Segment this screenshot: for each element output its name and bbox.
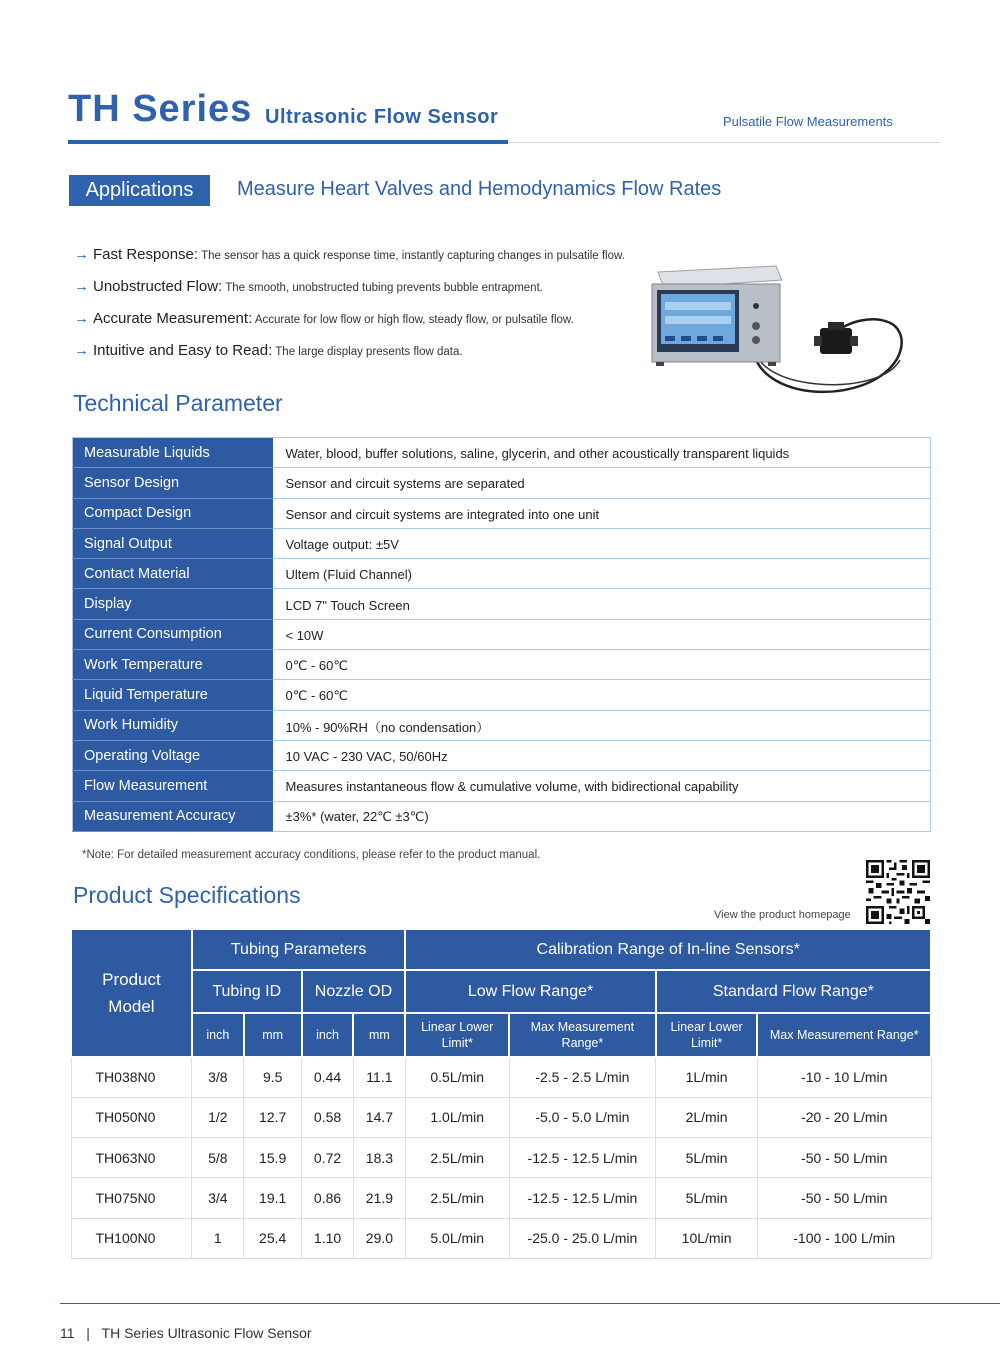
header-mm: mm	[353, 1013, 405, 1057]
feature-description: Accurate for low flow or high flow, steady flow, or pulsatile flow.	[254, 314, 574, 326]
table-row	[73, 559, 931, 589]
param-name: Liquid Temperature	[73, 680, 273, 710]
header-inch: inch	[192, 1013, 244, 1057]
param-value: LCD 7" Touch Screen	[273, 589, 931, 619]
feature-item	[74, 310, 574, 327]
cell-tubing-inch: 1/2	[192, 1097, 244, 1137]
flow-meter-device-image	[648, 260, 908, 400]
cell-std-max: -50 - 50 L/min	[757, 1178, 931, 1218]
feature-title: Unobstructed Flow:	[93, 278, 223, 295]
product-specifications-heading: Product Specifications	[73, 882, 301, 908]
table-row	[73, 801, 931, 831]
cell-low-linear: 5.0L/min	[405, 1218, 509, 1258]
cell-std-max: -10 - 10 L/min	[757, 1057, 931, 1097]
arrow-right-icon: →	[74, 278, 89, 295]
header-category-label: Pulsatile Flow Measurements	[723, 114, 893, 129]
title-underline	[68, 140, 508, 144]
applications-text: Measure Heart Valves and Hemodynamics Flow Rates	[237, 178, 722, 200]
applications-badge: Applications	[69, 175, 210, 206]
param-name: Flow Measurement	[73, 771, 273, 801]
cell-tubing-mm: 19.1	[244, 1178, 302, 1218]
table-row	[73, 680, 931, 710]
table-row	[71, 1097, 931, 1137]
header-linear-lower-limit: Linear Lower Limit*	[656, 1013, 758, 1057]
cell-tubing-inch: 5/8	[192, 1138, 244, 1178]
header-mm: mm	[244, 1013, 302, 1057]
cell-nozzle-inch: 0.44	[302, 1057, 354, 1097]
table-row	[73, 589, 931, 619]
param-value: Voltage output: ±5V	[273, 528, 931, 558]
cell-low-max: -2.5 - 2.5 L/min	[509, 1057, 656, 1097]
param-name: Operating Voltage	[73, 740, 273, 770]
feature-title: Accurate Measurement:	[93, 310, 253, 327]
cell-std-max: -100 - 100 L/min	[757, 1218, 931, 1258]
cell-nozzle-mm: 29.0	[353, 1218, 405, 1258]
cell-tubing-inch: 3/4	[192, 1178, 244, 1218]
param-value: < 10W	[273, 619, 931, 649]
table-row	[71, 1138, 931, 1178]
cell-std-max: -20 - 20 L/min	[757, 1097, 931, 1137]
cell-model: TH075N0	[71, 1178, 192, 1218]
param-name: Work Humidity	[73, 710, 273, 740]
table-row	[73, 771, 931, 801]
accuracy-note: *Note: For detailed measurement accuracy conditions, please refer to the product manual.	[82, 849, 541, 861]
param-value: ±3%* (water, 22℃ ±3℃)	[273, 801, 931, 831]
param-name: Contact Material	[73, 559, 273, 589]
param-value: Water, blood, buffer solutions, saline, glycerin, and other acoustically transparent liquids	[273, 438, 931, 468]
table-row	[73, 468, 931, 498]
param-value: 0℃ - 60℃	[273, 650, 931, 680]
arrow-right-icon: →	[74, 310, 89, 327]
param-name: Current Consumption	[73, 619, 273, 649]
cell-nozzle-mm: 11.1	[353, 1057, 405, 1097]
cell-std-max: -50 - 50 L/min	[757, 1138, 931, 1178]
header-linear-lower-limit: Linear Lower Limit*	[405, 1013, 509, 1057]
cell-std-linear: 1L/min	[656, 1057, 758, 1097]
qr-code-icon[interactable]	[866, 860, 930, 924]
cell-model: TH050N0	[71, 1097, 192, 1137]
table-row	[71, 1218, 931, 1258]
cell-tubing-mm: 15.9	[244, 1138, 302, 1178]
param-name: Display	[73, 589, 273, 619]
param-value: 0℃ - 60℃	[273, 680, 931, 710]
technical-parameter-heading: Technical Parameter	[73, 390, 283, 416]
feature-description: The smooth, unobstructed tubing prevents bubble entrapment.	[225, 282, 543, 294]
cell-low-linear: 2.5L/min	[405, 1178, 509, 1218]
cell-tubing-mm: 25.4	[244, 1218, 302, 1258]
cell-nozzle-inch: 0.58	[302, 1097, 354, 1137]
cell-low-max: -5.0 - 5.0 L/min	[509, 1097, 656, 1137]
param-value: Sensor and circuit systems are integrated into one unit	[273, 498, 931, 528]
table-row	[73, 710, 931, 740]
feature-item	[74, 246, 625, 263]
footer-divider	[60, 1303, 1000, 1304]
page-footer	[60, 1325, 312, 1341]
table-row	[73, 498, 931, 528]
table-row	[73, 528, 931, 558]
cell-nozzle-inch: 0.72	[302, 1138, 354, 1178]
technical-parameter-table	[72, 437, 931, 832]
feature-description: The large display presents flow data.	[275, 346, 463, 358]
table-row	[71, 1057, 931, 1097]
param-value: 10 VAC - 230 VAC, 50/60Hz	[273, 740, 931, 770]
cell-low-linear: 1.0L/min	[405, 1097, 509, 1137]
param-value: Ultem (Fluid Channel)	[273, 559, 931, 589]
feature-title: Fast Response:	[93, 246, 199, 263]
cell-nozzle-mm: 14.7	[353, 1097, 405, 1137]
param-value: 10% - 90%RH（no condensation）	[273, 710, 931, 740]
param-name: Measurement Accuracy	[73, 801, 273, 831]
footer-title: TH Series Ultrasonic Flow Sensor	[101, 1325, 312, 1341]
cell-nozzle-mm: 18.3	[353, 1138, 405, 1178]
header-standard-flow-range: Standard Flow Range*	[656, 970, 931, 1013]
header-max-measurement-range: Max Measurement Range*	[757, 1013, 931, 1057]
arrow-right-icon: →	[74, 246, 89, 263]
header-calibration-range: Calibration Range of In-line Sensors*	[405, 929, 931, 970]
cell-model: TH063N0	[71, 1138, 192, 1178]
param-name: Signal Output	[73, 528, 273, 558]
table-row	[73, 650, 931, 680]
header-low-flow-range: Low Flow Range*	[405, 970, 655, 1013]
cell-tubing-inch: 1	[192, 1218, 244, 1258]
qr-code-label: View the product homepage	[714, 909, 851, 921]
product-specifications-table	[70, 928, 932, 1259]
cell-nozzle-inch: 0.86	[302, 1178, 354, 1218]
page-number: 11	[60, 1325, 75, 1341]
feature-item	[74, 342, 463, 359]
cell-low-max: -25.0 - 25.0 L/min	[509, 1218, 656, 1258]
header-tubing-id: Tubing ID	[192, 970, 302, 1013]
feature-description: The sensor has a quick response time, instantly capturing changes in pulsatile flow.	[201, 250, 625, 262]
param-name: Work Temperature	[73, 650, 273, 680]
cell-nozzle-inch: 1.10	[302, 1218, 354, 1258]
cell-tubing-mm: 9.5	[244, 1057, 302, 1097]
table-row	[73, 740, 931, 770]
feature-item	[74, 278, 543, 295]
param-value: Measures instantaneous flow & cumulative volume, with bidirectional capability	[273, 771, 931, 801]
cell-nozzle-mm: 21.9	[353, 1178, 405, 1218]
header-inch: inch	[302, 1013, 354, 1057]
header-nozzle-od: Nozzle OD	[302, 970, 406, 1013]
param-name: Compact Design	[73, 498, 273, 528]
header-product-model: Product Model	[71, 929, 192, 1057]
feature-title: Intuitive and Easy to Read:	[93, 342, 273, 359]
table-row	[73, 438, 931, 468]
header-max-measurement-range: Max Measurement Range*	[509, 1013, 656, 1057]
table-row	[71, 1178, 931, 1218]
cell-std-linear: 5L/min	[656, 1178, 758, 1218]
cell-low-max: -12.5 - 12.5 L/min	[509, 1138, 656, 1178]
cell-model: TH038N0	[71, 1057, 192, 1097]
cell-std-linear: 2L/min	[656, 1097, 758, 1137]
cell-low-linear: 2.5L/min	[405, 1138, 509, 1178]
header-divider	[508, 142, 940, 143]
page-subtitle: Ultrasonic Flow Sensor	[265, 106, 499, 128]
cell-tubing-inch: 3/8	[192, 1057, 244, 1097]
cell-std-linear: 5L/min	[656, 1138, 758, 1178]
param-name: Sensor Design	[73, 468, 273, 498]
cell-model: TH100N0	[71, 1218, 192, 1258]
cell-low-linear: 0.5L/min	[405, 1057, 509, 1097]
cell-tubing-mm: 12.7	[244, 1097, 302, 1137]
param-value: Sensor and circuit systems are separated	[273, 468, 931, 498]
page-title: TH Series	[68, 88, 253, 130]
table-row	[73, 619, 931, 649]
cell-std-linear: 10L/min	[656, 1218, 758, 1258]
arrow-right-icon: →	[74, 342, 89, 359]
param-name: Measurable Liquids	[73, 438, 273, 468]
cell-low-max: -12.5 - 12.5 L/min	[509, 1178, 656, 1218]
header-tubing-parameters: Tubing Parameters	[192, 929, 405, 970]
footer-separator: |	[86, 1325, 90, 1341]
